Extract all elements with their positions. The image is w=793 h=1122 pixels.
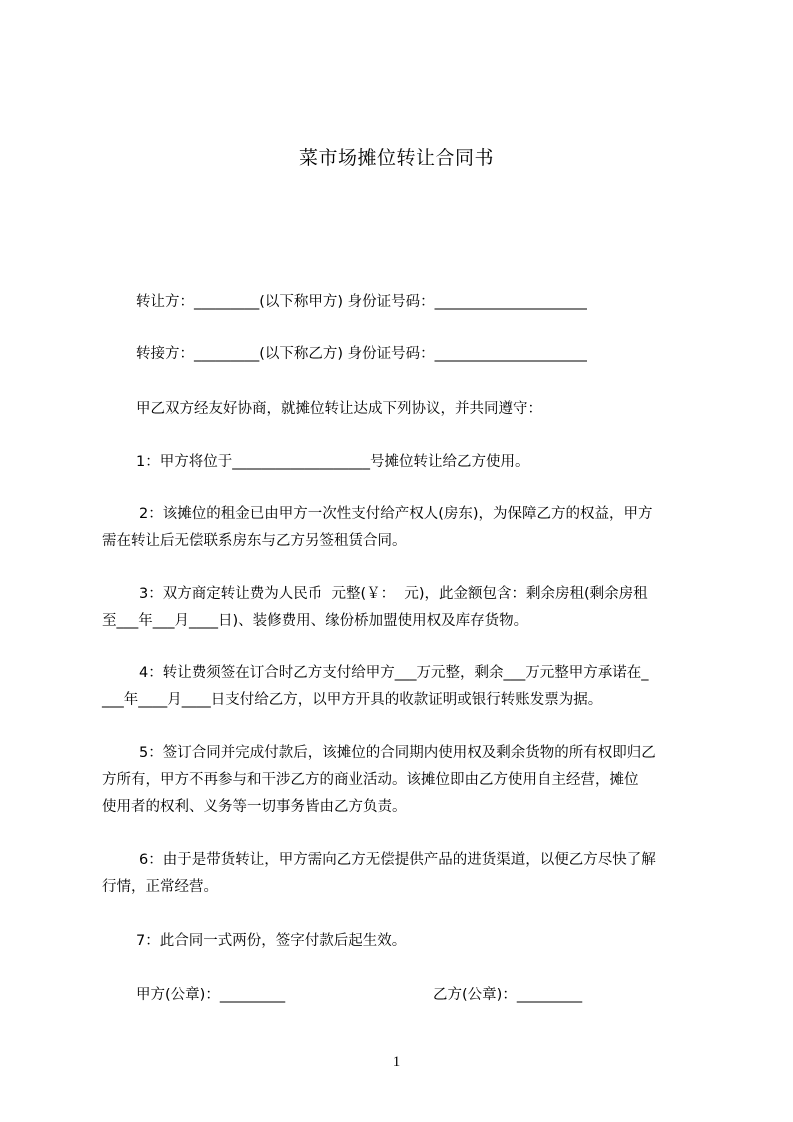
- clause-6-line: 行情，正常经营。: [102, 879, 218, 895]
- party-transferor: 转让方：_________(以下称甲方) 身份证号码：_____________________: [136, 294, 587, 310]
- clause-3-line: 3：双方商定转让费为人民币 元整(￥： 元)，此金额包含：剩余房租(剩余房租: [139, 586, 648, 602]
- intro-paragraph: 甲乙双方经友好协商，就摊位转让达成下列协议，并共同遵守：: [136, 401, 542, 417]
- clause-3-line: 至___年___月____日)、装修费用、缘份桥加盟使用权及库存货物。: [102, 613, 529, 629]
- clause-5-line: 使用者的权利、义务等一切事务皆由乙方负责。: [102, 799, 407, 815]
- clause-1: 1：甲方将位于___________________号摊位转让给乙方使用。: [136, 454, 530, 470]
- clause-5-line: 方所有，甲方不再参与和干涉乙方的商业活动。该摊位即由乙方使用自主经营，摊位: [102, 772, 639, 788]
- clause-4-line: ___年____月____日支付给乙方，以甲方开具的收款证明或银行转账发票为据。: [102, 692, 603, 708]
- clause-4-line: 4：转让费须签在订合时乙方支付给甲方___万元整，剩余___万元整甲方承诺在_: [139, 665, 649, 681]
- signature-party-a: 甲方(公章)：_________: [136, 987, 286, 1003]
- clause-2-line: 2：该摊位的租金已由甲方一次性支付给产权人(房东)，为保障乙方的权益，甲方: [139, 506, 653, 522]
- clause-2-line: 需在转让后无偿联系房东与乙方另签租赁合同。: [102, 533, 407, 549]
- clause-5-line: 5：签订合同并完成付款后，该摊位的合同期内使用权及剩余货物的所有权即归乙: [139, 745, 656, 761]
- clause-7: 7：此合同一式两份，签字付款后起生效。: [136, 933, 407, 949]
- signature-party-b: 乙方(公章)：_________: [433, 987, 583, 1003]
- page-number: 1: [392, 1054, 401, 1070]
- clause-6-line: 6：由于是带货转让，甲方需向乙方无偿提供产品的进货渠道，以便乙方尽快了解: [139, 852, 656, 868]
- party-transferee: 转接方：_________(以下称乙方) 身份证号码：_____________________: [136, 346, 587, 362]
- page-title: 菜市场摊位转让合同书: [298, 147, 494, 169]
